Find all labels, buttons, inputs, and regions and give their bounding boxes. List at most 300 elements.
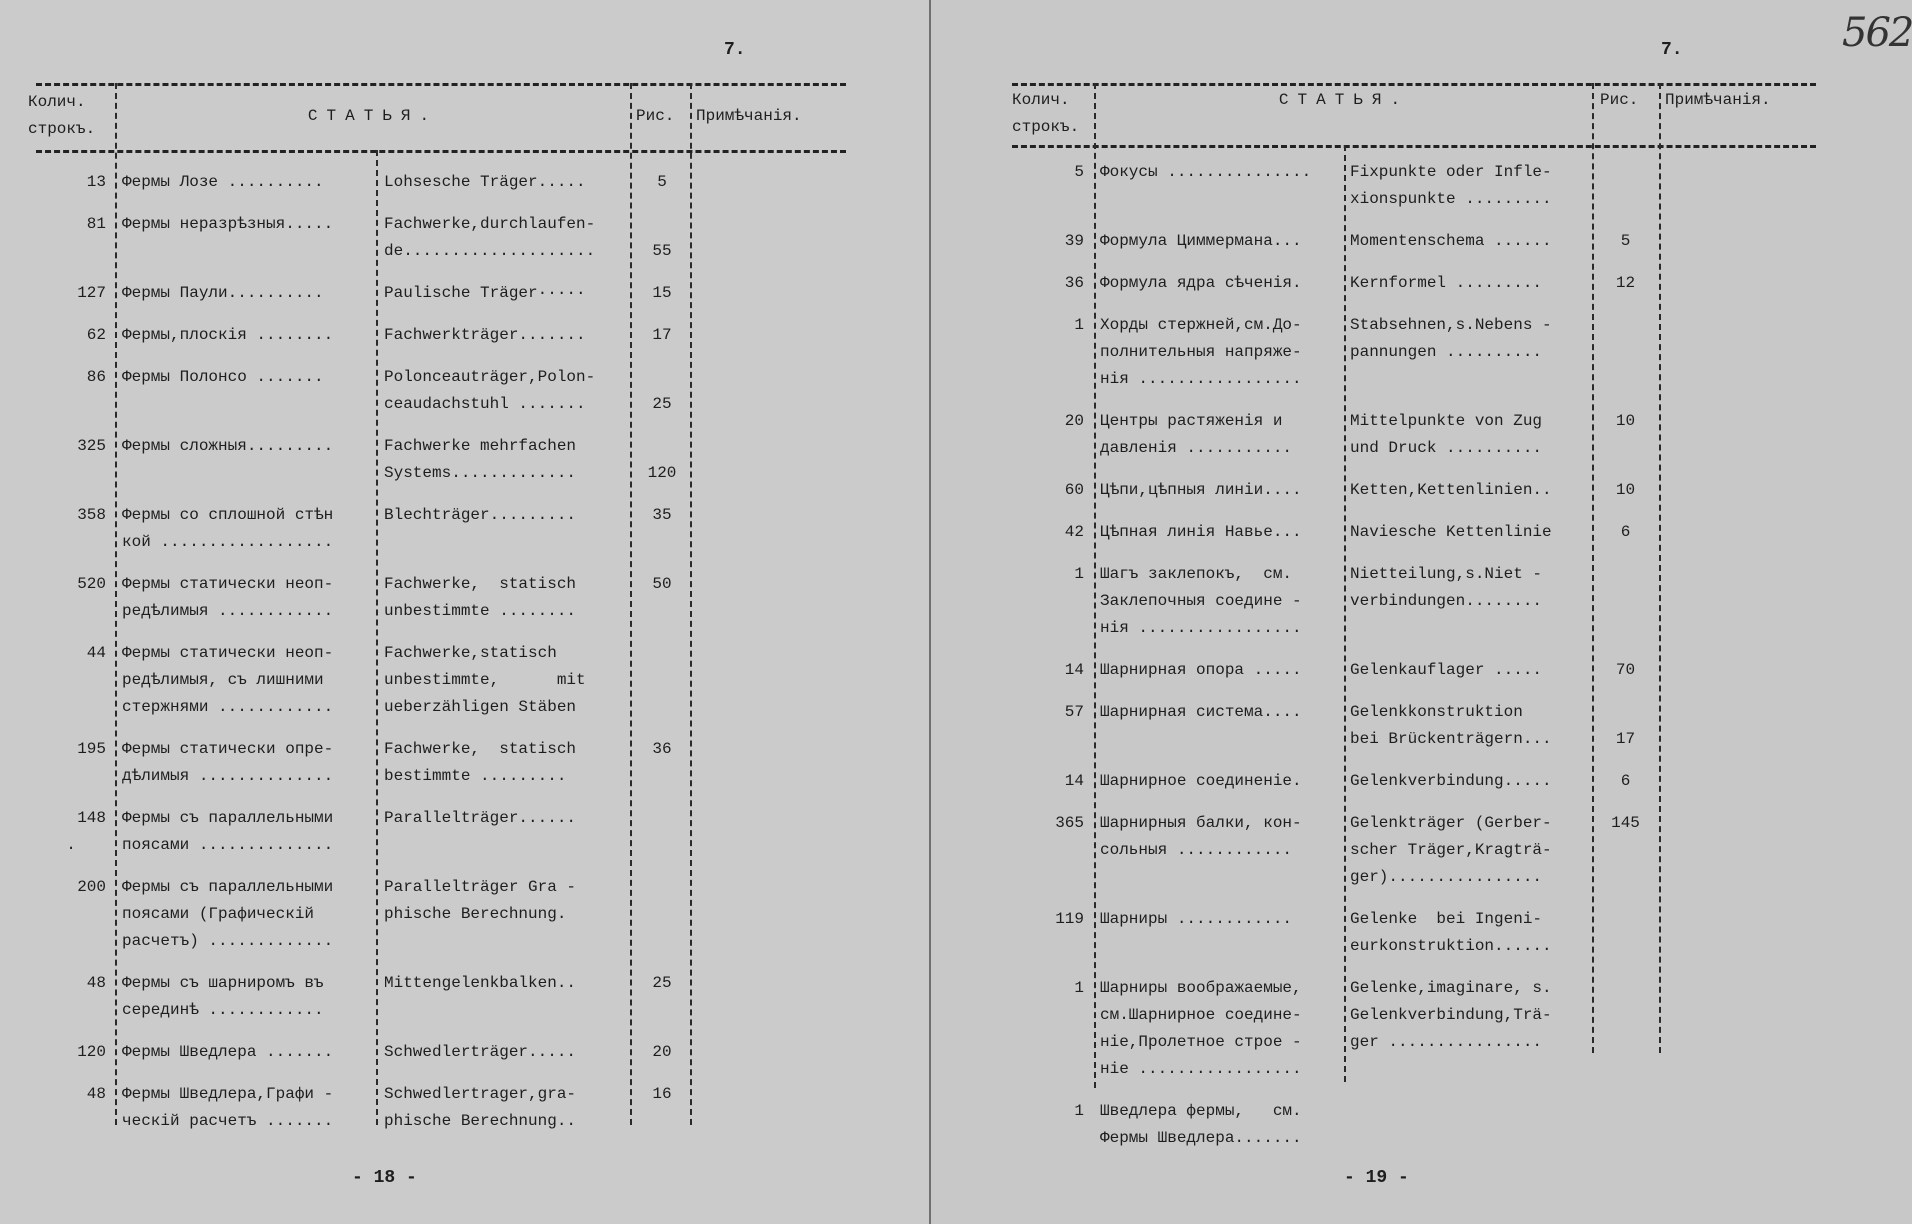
line-count-value: 1	[1074, 1102, 1084, 1120]
article-german	[378, 502, 632, 556]
article-russian-line: Формула Циммермана...	[1100, 232, 1302, 250]
article-german	[1344, 561, 1592, 642]
article-german-line: scher Träger,Kragträ-	[1350, 841, 1552, 859]
article-german-line: verbindungen........	[1350, 592, 1543, 610]
article-german-line: Nietteilung,s.Niet -	[1350, 565, 1543, 583]
article-german-line: phische Berechnung.	[384, 905, 567, 923]
row-line-count	[1012, 810, 1094, 891]
line-count-value: 36	[1064, 274, 1084, 292]
row-line-count	[36, 571, 116, 625]
article-german-line: Parallelträger Gra -	[384, 878, 577, 896]
article-russian-line: полнительныя напряже-	[1100, 343, 1302, 361]
table-row	[36, 169, 846, 196]
notes-cell	[1659, 975, 1809, 1083]
article-russian-line: Фермы статически опре-	[122, 740, 334, 758]
article-german-line: xionspunkte .........	[1350, 190, 1552, 208]
article-russian-line: Фермы съ параллельными	[122, 809, 334, 827]
article-german-line: Gelenkverbindung,Trä-	[1350, 1006, 1552, 1024]
header-notes: Примѣчанія.	[696, 107, 802, 125]
article-german	[1344, 657, 1592, 684]
table-top-rule	[36, 83, 846, 86]
article-russian	[1094, 408, 1344, 462]
article-russian-line: кой ..................	[122, 533, 334, 551]
right-index-table	[1012, 83, 1816, 1147]
line-count-value: 81	[86, 215, 106, 233]
figure-number: 50	[652, 575, 672, 593]
line-count-value: 39	[1064, 232, 1084, 250]
article-russian-line: серединѣ ............	[122, 1001, 324, 1019]
article-german-line: Gelenkauflager .....	[1350, 661, 1543, 679]
table-row	[36, 874, 846, 955]
article-german-line: Schwedlerträger.....	[384, 1043, 577, 1061]
notes-cell	[692, 1081, 842, 1135]
article-german	[378, 805, 632, 859]
article-german	[378, 433, 632, 487]
line-count-value: 13	[86, 173, 106, 191]
row-line-count	[1012, 699, 1094, 753]
table-row	[36, 640, 846, 721]
article-russian-line: Фермы Шведлера,Графи -	[122, 1085, 334, 1103]
article-german-line: bei Brückenträgern...	[1350, 730, 1552, 748]
figure-number: 20	[652, 1043, 672, 1061]
header-count	[1012, 87, 1094, 141]
article-russian-line: Шарнирное соединеніе.	[1100, 772, 1302, 790]
figure-number: 5	[657, 173, 667, 191]
article-russian-line: Заклепочныя соедине -	[1100, 592, 1302, 610]
header-count-line2: строкъ.	[28, 120, 96, 138]
notes-cell	[692, 571, 842, 625]
figure-number: 10	[1615, 481, 1636, 499]
line-count-value: 148	[77, 809, 106, 827]
figure-number	[1592, 906, 1659, 960]
header-article: СТАТЬЯ.	[1278, 91, 1410, 109]
row-line-count	[1012, 975, 1094, 1083]
line-count-value: 520	[77, 575, 106, 593]
notes-cell	[692, 874, 842, 955]
article-russian-line: Фермы Шведлера .......	[122, 1043, 334, 1061]
article-russian-line: Хорды стержней,см.До-	[1100, 316, 1302, 334]
right-table-rows	[1012, 159, 1816, 1167]
article-german-line: Fixpunkte oder Infle-	[1350, 163, 1552, 181]
table-row	[1012, 228, 1816, 255]
line-count-value: 48	[86, 974, 106, 992]
article-german	[378, 1081, 632, 1135]
table-row	[1012, 657, 1816, 684]
article-russian-line: Шарнирныя балки, кон-	[1100, 814, 1302, 832]
right-page	[931, 0, 1912, 1224]
row-line-count	[1012, 159, 1094, 213]
line-count-value: 127	[77, 284, 106, 302]
article-german-line: Gelenke,imaginare, s.	[1350, 979, 1552, 997]
line-count-value: 358	[77, 506, 106, 524]
table-row	[36, 211, 846, 265]
row-line-count	[36, 805, 116, 859]
article-german-line: Mittelpunkte von Zug	[1350, 412, 1543, 430]
table-row	[36, 1081, 846, 1135]
row-line-count	[1012, 657, 1094, 684]
article-german-line: pannungen ..........	[1350, 343, 1543, 361]
article-russian	[1094, 159, 1344, 213]
row-line-count	[36, 280, 116, 307]
figure-number	[632, 640, 692, 721]
article-german	[378, 364, 632, 418]
article-russian	[116, 364, 378, 418]
header-notes: Примѣчанія.	[1665, 91, 1771, 109]
article-german-line: Systems.............	[384, 464, 577, 482]
line-count-value: 62	[86, 326, 106, 344]
article-russian-line: Фермы неразрѣзныя.....	[122, 215, 334, 233]
notes-cell	[692, 640, 842, 721]
figure-number	[1592, 159, 1659, 213]
article-russian	[116, 970, 378, 1024]
article-german-line: Gelenkkonstruktion	[1350, 703, 1523, 721]
article-russian-line: Фермы Паули..........	[122, 284, 324, 302]
article-russian-line: Центры растяженія и	[1100, 412, 1283, 430]
figure-number: 6	[1620, 523, 1631, 541]
figure-number: 35	[652, 506, 672, 524]
table-row	[36, 736, 846, 790]
row-line-count	[36, 736, 116, 790]
figure-number: 17	[652, 326, 672, 344]
article-russian-line: давленія ...........	[1100, 439, 1293, 457]
article-german-line: unbestimmte, mit	[384, 671, 586, 689]
table-row	[1012, 519, 1816, 546]
right-page-footer: - 19 -	[1344, 1168, 1409, 1188]
line-count-value: 1	[1074, 979, 1084, 997]
article-russian	[116, 640, 378, 721]
table-row	[36, 970, 846, 1024]
notes-cell	[692, 805, 842, 859]
table-row	[1012, 1098, 1816, 1152]
line-count-value: 1	[1074, 316, 1084, 334]
row-line-count	[36, 169, 116, 196]
figure-number: 55	[652, 242, 672, 260]
article-russian-line: нія .................	[1100, 370, 1302, 388]
figure-number: 70	[1615, 661, 1636, 679]
left-page-footer: - 18 -	[352, 1168, 417, 1188]
figure-number	[632, 874, 692, 955]
notes-cell	[692, 211, 842, 265]
article-russian	[116, 211, 378, 265]
notes-cell	[1659, 519, 1809, 546]
article-german-line: Stabsehnen,s.Nebens -	[1350, 316, 1552, 334]
article-russian-line: Цѣпи,цѣпныя линіи....	[1100, 481, 1302, 499]
line-count-value: 60	[1064, 481, 1084, 499]
article-russian	[116, 322, 378, 349]
article-german-line: Momentenschema ......	[1350, 232, 1552, 250]
article-german	[1344, 768, 1592, 795]
table-row	[36, 433, 846, 487]
table-row	[1012, 975, 1816, 1083]
figure-number: 15	[652, 284, 672, 302]
article-russian-line: ніе .................	[1100, 1060, 1302, 1078]
article-german-line: ueberzähligen Stäben	[384, 698, 577, 716]
line-count-value: 20	[1064, 412, 1084, 430]
left-page-heading: 7.	[724, 40, 746, 60]
article-german-line: phische Berechnung..	[384, 1112, 577, 1130]
article-german	[1344, 270, 1592, 297]
article-russian-line: см.Шарнирное соедине-	[1100, 1006, 1302, 1024]
header-figure: Рис.	[1600, 91, 1639, 109]
line-count-value: 119	[1055, 910, 1084, 928]
article-russian	[1094, 270, 1344, 297]
article-german-line: Fachwerke, statisch	[384, 575, 577, 593]
line-count-value: 325	[77, 437, 106, 455]
article-russian	[116, 805, 378, 859]
row-line-count	[1012, 519, 1094, 546]
article-german	[1344, 519, 1592, 546]
notes-cell	[1659, 270, 1809, 297]
article-russian-line: Шагъ заклепокъ, см.	[1100, 565, 1293, 583]
article-russian	[116, 280, 378, 307]
article-german	[1344, 228, 1592, 255]
row-line-count	[1012, 561, 1094, 642]
notes-cell	[692, 1039, 842, 1066]
article-german-line: bestimmte .........	[384, 767, 567, 785]
notes-cell	[692, 364, 842, 418]
table-row	[36, 571, 846, 625]
row-line-count	[1012, 768, 1094, 795]
row-line-count	[1012, 408, 1094, 462]
article-russian-line: редѣлимыя ............	[122, 602, 334, 620]
article-russian-line: Фермы съ параллельными	[122, 878, 334, 896]
article-german	[378, 1039, 632, 1066]
article-russian	[116, 1039, 378, 1066]
table-row	[36, 502, 846, 556]
article-russian	[116, 874, 378, 955]
article-russian-line: Фермы Полонсо .......	[122, 368, 324, 386]
article-german-line: Mittengelenkbalken..	[384, 974, 577, 992]
figure-number: 12	[1615, 274, 1636, 292]
article-russian	[1094, 312, 1344, 393]
article-russian-line: Фермы статически неоп-	[122, 644, 334, 662]
table-row	[1012, 768, 1816, 795]
figure-number: 145	[1611, 814, 1640, 832]
article-german	[378, 211, 632, 265]
table-row	[36, 805, 846, 859]
row-line-count	[36, 970, 116, 1024]
row-line-count	[1012, 477, 1094, 504]
article-german	[1344, 408, 1592, 462]
article-russian-line: Фермы со сплошной стѣн	[122, 506, 334, 524]
article-german	[1344, 312, 1592, 393]
header-count	[28, 89, 114, 143]
article-german-line: Fachwerke,durchlaufen-	[384, 215, 596, 233]
table-row	[1012, 312, 1816, 393]
figure-number: 25	[652, 395, 672, 413]
article-russian	[1094, 228, 1344, 255]
article-russian	[1094, 699, 1344, 753]
notes-cell	[1659, 228, 1809, 255]
article-russian-line: поясами (Графическій	[122, 905, 315, 923]
article-russian-line: ніе,Пролетное строе -	[1100, 1033, 1302, 1051]
table-row	[1012, 159, 1816, 213]
article-russian-line: поясами ..............	[122, 836, 334, 854]
notes-cell	[1659, 561, 1809, 642]
article-russian-line: Цѣпная линія Навье...	[1100, 523, 1302, 541]
row-line-count	[1012, 1098, 1094, 1152]
article-german-line: Lohsesche Träger.....	[384, 173, 586, 191]
article-german-line: unbestimmte ........	[384, 602, 577, 620]
header-separator-rule	[1012, 145, 1816, 148]
notes-cell	[1659, 768, 1809, 795]
article-russian	[1094, 975, 1344, 1083]
article-russian-line: сольныя ............	[1100, 841, 1293, 859]
article-german	[378, 571, 632, 625]
table-row	[36, 322, 846, 349]
article-german	[1344, 159, 1592, 213]
row-line-count	[1012, 228, 1094, 255]
article-german-line: Gelenkverbindung.....	[1350, 772, 1552, 790]
article-german	[378, 169, 632, 196]
article-german-line: Gelenkträger (Gerber-	[1350, 814, 1552, 832]
table-row	[1012, 906, 1816, 960]
handwritten-archive-number: 562	[1842, 10, 1912, 56]
notes-cell	[692, 322, 842, 349]
figure-number: 36	[652, 740, 672, 758]
right-page-heading: 7.	[1661, 40, 1683, 60]
article-russian	[116, 502, 378, 556]
figure-number: 6	[1620, 772, 1631, 790]
article-russian-line: Шарнирная система....	[1100, 703, 1302, 721]
article-russian	[116, 571, 378, 625]
line-count-value: 14	[1064, 661, 1084, 679]
table-row	[36, 364, 846, 418]
figure-number	[1592, 312, 1659, 393]
article-russian-line: Фермы Лозе ..........	[122, 173, 324, 191]
row-line-count	[1012, 312, 1094, 393]
article-german-line: Polonceauträger,Polon-	[384, 368, 596, 386]
figure-number: 25	[652, 974, 672, 992]
table-row	[1012, 561, 1816, 642]
row-line-count	[36, 211, 116, 265]
table-row	[36, 280, 846, 307]
article-german-line: Gelenke bei Ingeni-	[1350, 910, 1543, 928]
article-german-line: Paulische Träger·····	[384, 284, 586, 302]
notes-cell	[692, 433, 842, 487]
article-russian-line: стержнями ............	[122, 698, 334, 716]
article-russian	[116, 736, 378, 790]
figure-number: 120	[647, 464, 677, 482]
line-count-value: 14	[1064, 772, 1084, 790]
article-russian-line: Фермы Шведлера.......	[1100, 1129, 1302, 1147]
line-count-value: 200	[77, 878, 106, 896]
article-german-line: Kernformel .........	[1350, 274, 1543, 292]
line-count-value: 48	[86, 1085, 106, 1103]
figure-number: 5	[1620, 232, 1631, 250]
article-russian	[1094, 519, 1344, 546]
article-russian-line: расчетъ) .............	[122, 932, 334, 950]
article-russian-line: Формула ядра сѣченія.	[1100, 274, 1302, 292]
article-russian-line: Фокусы ...............	[1100, 163, 1312, 181]
table-row	[1012, 477, 1816, 504]
article-german-line: Ketten,Kettenlinien..	[1350, 481, 1552, 499]
article-russian	[1094, 561, 1344, 642]
article-german	[378, 970, 632, 1024]
row-line-count	[36, 502, 116, 556]
article-russian	[116, 169, 378, 196]
article-german	[378, 640, 632, 721]
left-table-rows	[36, 169, 846, 1150]
header-count-line1: Колич.	[1012, 91, 1070, 109]
table-row	[1012, 699, 1816, 753]
article-russian-line: Фермы статически неоп-	[122, 575, 334, 593]
table-row	[1012, 408, 1816, 462]
header-count-line2: строкъ.	[1012, 118, 1080, 136]
figure-number	[1592, 561, 1659, 642]
notes-cell	[1659, 1098, 1809, 1152]
line-count-value: 57	[1064, 703, 1084, 721]
article-german-line: Fachwerkträger.......	[384, 326, 586, 344]
article-russian-line: Шарниры ............	[1100, 910, 1293, 928]
article-german-line: eurkonstruktion......	[1350, 937, 1552, 955]
article-russian-line: Шарнирная опора .....	[1100, 661, 1302, 679]
article-russian	[116, 433, 378, 487]
article-russian	[1094, 477, 1344, 504]
table-top-rule	[1012, 83, 1816, 86]
row-line-count	[36, 364, 116, 418]
article-german	[378, 736, 632, 790]
article-russian	[1094, 657, 1344, 684]
header-article: СТАТЬЯ.	[307, 107, 439, 125]
article-german	[378, 874, 632, 955]
line-count-value: 195	[77, 740, 106, 758]
article-german	[1344, 975, 1592, 1083]
article-russian-line: редѣлимыя, съ лишними	[122, 671, 324, 689]
article-german	[378, 322, 632, 349]
notes-cell	[1659, 906, 1809, 960]
notes-cell	[1659, 159, 1809, 213]
notes-cell	[692, 736, 842, 790]
article-russian	[1094, 810, 1344, 891]
notes-cell	[692, 970, 842, 1024]
article-german-line: und Druck ..........	[1350, 439, 1543, 457]
figure-number: 17	[1615, 730, 1636, 748]
table-row	[1012, 270, 1816, 297]
article-german-line: Fachwerke mehrfachen	[384, 437, 577, 455]
line-count-value: 44	[86, 644, 106, 662]
notes-cell	[1659, 312, 1809, 393]
figure-number	[1592, 975, 1659, 1083]
article-german-line: Naviesche Kettenlinie	[1350, 523, 1552, 541]
article-russian	[1094, 1098, 1344, 1152]
article-german	[378, 280, 632, 307]
figure-number	[632, 805, 692, 859]
figure-number: 10	[1615, 412, 1636, 430]
row-line-count	[1012, 270, 1094, 297]
article-russian-line: Фермы,плоскія ........	[122, 326, 334, 344]
line-count-value: 120	[77, 1043, 106, 1061]
article-german	[1344, 810, 1592, 891]
article-german	[1344, 906, 1592, 960]
article-german-line: Fachwerke,statisch	[384, 644, 557, 662]
article-german	[1344, 699, 1592, 753]
article-russian-line: дѣлимыя ..............	[122, 767, 334, 785]
row-line-count	[36, 1081, 116, 1135]
article-german-line: ger ................	[1350, 1033, 1543, 1051]
row-line-count	[36, 874, 116, 955]
article-german	[1344, 1098, 1592, 1152]
left-page	[0, 0, 930, 1224]
notes-cell	[1659, 408, 1809, 462]
article-russian	[1094, 768, 1344, 795]
line-count-value: 1	[1074, 565, 1084, 583]
article-german	[1344, 477, 1592, 504]
line-count-value: 5	[1074, 163, 1084, 181]
line-count-value: 86	[86, 368, 106, 386]
article-russian	[116, 1081, 378, 1135]
article-russian-line: Шарниры воображаемые,	[1100, 979, 1302, 997]
